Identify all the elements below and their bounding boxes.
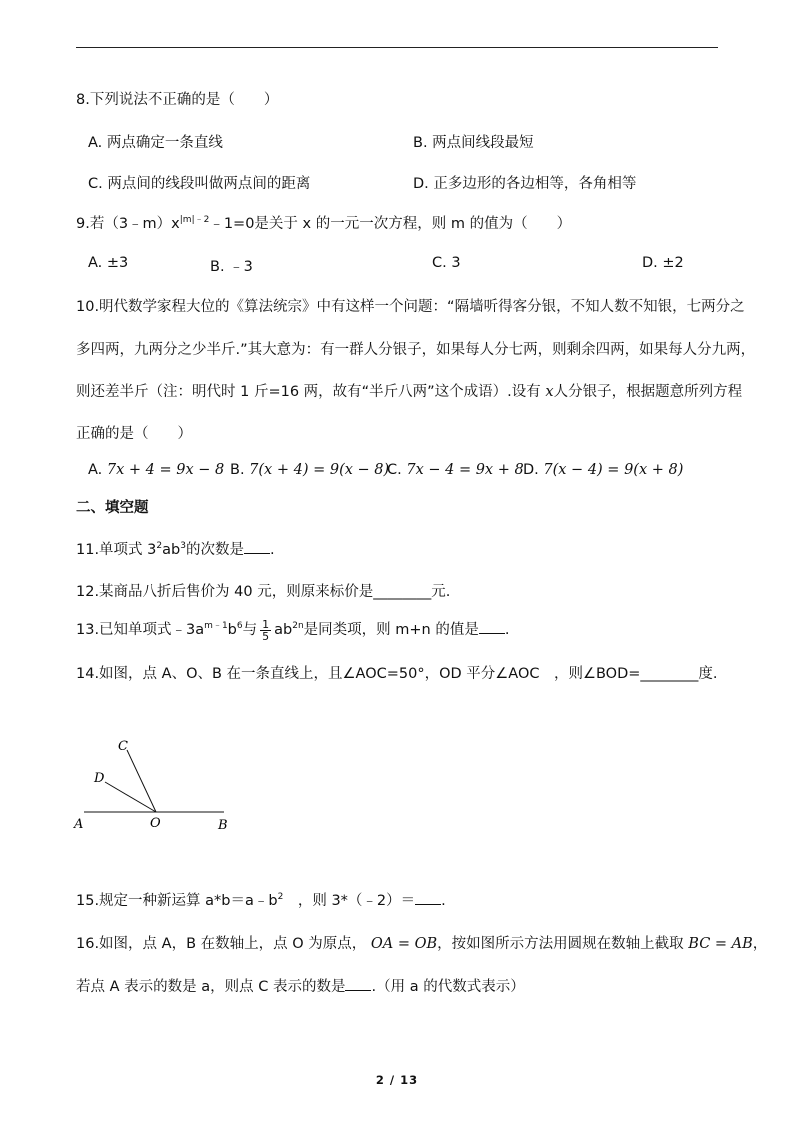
q10-line-2: 多四两，九两分之少半斤.”其大意为：有一群人分银子，如果每人分七两，则剩余四两，如果每人分九两， xyxy=(76,342,756,358)
q15-mid: ，则 3*（﹣2）＝ xyxy=(283,893,416,909)
q9-exponent: |m|﹣2 xyxy=(179,215,210,226)
q13-fraction-denominator: 5 xyxy=(262,629,270,643)
q16-line-1-mid: ，按如图所示方法用圆规在数轴上截取 xyxy=(437,936,684,952)
q15-answer-blank[interactable] xyxy=(415,891,441,905)
q10-option-c-equation: 7x − 4 = 9x + 8 xyxy=(406,462,524,478)
q16-line-1-pre: 16.如图，点 A，B 在数轴上，点 O 为原点， xyxy=(76,936,367,952)
q10-option-c xyxy=(387,462,524,478)
q14-stem xyxy=(76,662,718,683)
label-o: O xyxy=(150,816,161,831)
label-d: D xyxy=(94,771,105,786)
q16-line-1-end: ， xyxy=(752,936,768,952)
q10-option-a-equation: 7x + 4 = 9x − 8 xyxy=(106,462,225,478)
q11-pre: 11.单项式 3 xyxy=(76,542,157,558)
q8-option-c: C. 两点间的线段叫做两点间的距离 xyxy=(88,176,311,192)
q15-stem xyxy=(76,889,446,910)
q10-line-3-pre: 则还差半斤（注：明代时 1 斤=16 两，故有“半斤八两”这个成语）.设有 xyxy=(76,384,541,400)
q15-exponent: 2 xyxy=(277,892,284,903)
q8-stem: 8.下列说法不正确的是（ ） xyxy=(76,92,279,108)
q11-answer-blank[interactable] xyxy=(244,540,270,554)
q11-post: 的次数是 xyxy=(185,542,244,558)
q13-with: 与 xyxy=(242,622,258,638)
q10-option-d-equation: 7(x − 4) = 9(x + 8) xyxy=(543,462,684,478)
q14-figure xyxy=(72,734,242,834)
ray-od xyxy=(105,782,156,812)
q8-option-d: D. 正多边形的各边相等，各角相等 xyxy=(413,176,637,192)
q15-end: . xyxy=(441,893,446,909)
q10-line-3-post: 人分银子，根据题意所列方程 xyxy=(553,384,743,400)
q13-stem xyxy=(76,618,509,642)
label-c: C xyxy=(118,739,128,754)
q10-option-a-label: A. xyxy=(88,462,103,478)
ray-oc xyxy=(127,750,156,812)
q10-option-b-equation: 7(x + 4) = 9(x − 8) xyxy=(249,462,390,478)
q10-variable-x: x xyxy=(545,384,554,400)
q9-stem-pre: 9.若（3﹣m）x xyxy=(76,216,180,232)
section-heading-fill-in: 二、填空题 xyxy=(76,500,149,516)
q13-pre: 13.已知单项式﹣3a xyxy=(76,622,205,638)
q12-pre: 12.某商品八折后售价为 40 元，则原来标价是 xyxy=(76,584,374,600)
q10-option-d xyxy=(523,462,683,478)
q14-post: 度. xyxy=(698,666,718,682)
header-rule xyxy=(76,47,718,48)
q13-answer-blank[interactable] xyxy=(479,620,505,634)
q13-exponent-1: m﹣1 xyxy=(204,621,228,632)
q10-line-3 xyxy=(76,380,742,401)
q12-stem xyxy=(76,580,450,601)
q10-option-b xyxy=(230,462,389,478)
q10-option-a xyxy=(88,462,224,478)
q10-line-4: 正确的是（ ） xyxy=(76,426,192,442)
q16-line-2 xyxy=(76,975,525,996)
q14-text: 14.如图，点 A、O、B 在一条直线上，且∠AOC=50°，OD 平分∠AOC ，则∠BOD= xyxy=(76,666,641,682)
q13-fraction-numerator: 1 xyxy=(262,617,270,631)
q12-post: 元. xyxy=(431,584,451,600)
q10-option-d-label: D. xyxy=(523,462,539,478)
q16-equation-oa-ob: OA = OB xyxy=(370,936,438,952)
q15-pre: 15.规定一种新运算 a*b＝a﹣b xyxy=(76,893,278,909)
page-number: 2 / 13 xyxy=(375,1073,419,1087)
q13-post: 是同类项，则 m+n 的值是 xyxy=(303,622,479,638)
label-b: B xyxy=(218,818,228,833)
q8-option-a: A. 两点确定一条直线 xyxy=(88,135,223,151)
q13-mid: b xyxy=(227,622,237,638)
q16-equation-bc-ab: BC = AB xyxy=(688,936,753,952)
q10-line-1: 10.明代数学家程大位的《算法统宗》中有这样一个问题：“隔墙听得客分银，不知人数不知银，七两分之 xyxy=(76,299,745,315)
q13-end: . xyxy=(504,622,510,638)
q11-mid: ab xyxy=(162,542,181,558)
q16-line-2-pre: 若点 A 表示的数是 a，则点 C 表示的数是 xyxy=(76,979,346,995)
q11-end: . xyxy=(269,542,275,558)
q13-mid-2: ab xyxy=(274,622,293,638)
q9-stem xyxy=(76,212,571,233)
q13-fraction xyxy=(260,619,271,642)
q13-exponent-2: 6 xyxy=(236,621,243,632)
q16-answer-blank[interactable] xyxy=(345,977,371,991)
q11-exponent-1: 2 xyxy=(156,541,163,552)
q11-stem xyxy=(76,538,275,559)
q9-option-d: D. ±2 xyxy=(642,255,684,271)
q9-stem-post: ﹣1=0是关于 x 的一元一次方程，则 m 的值为（ ） xyxy=(209,216,572,232)
q16-line-1 xyxy=(76,932,767,953)
q10-option-b-label: B. xyxy=(230,462,245,478)
q13-exponent-3: 2n xyxy=(292,621,304,632)
q16-line-2-post: .（用 a 的代数式表示） xyxy=(371,979,525,995)
q12-answer-blank[interactable]: ________ xyxy=(373,584,432,600)
q9-option-c: C. 3 xyxy=(432,255,461,271)
q9-option-a: A. ±3 xyxy=(88,255,129,271)
q11-exponent-2: 3 xyxy=(180,541,186,552)
q8-option-b: B. 两点间线段最短 xyxy=(413,135,534,151)
label-a: A xyxy=(74,817,84,832)
q9-option-b: B. ﹣3 xyxy=(210,259,253,275)
q10-option-c-label: C. xyxy=(387,462,402,478)
q14-answer-blank[interactable]: ________ xyxy=(640,666,699,682)
